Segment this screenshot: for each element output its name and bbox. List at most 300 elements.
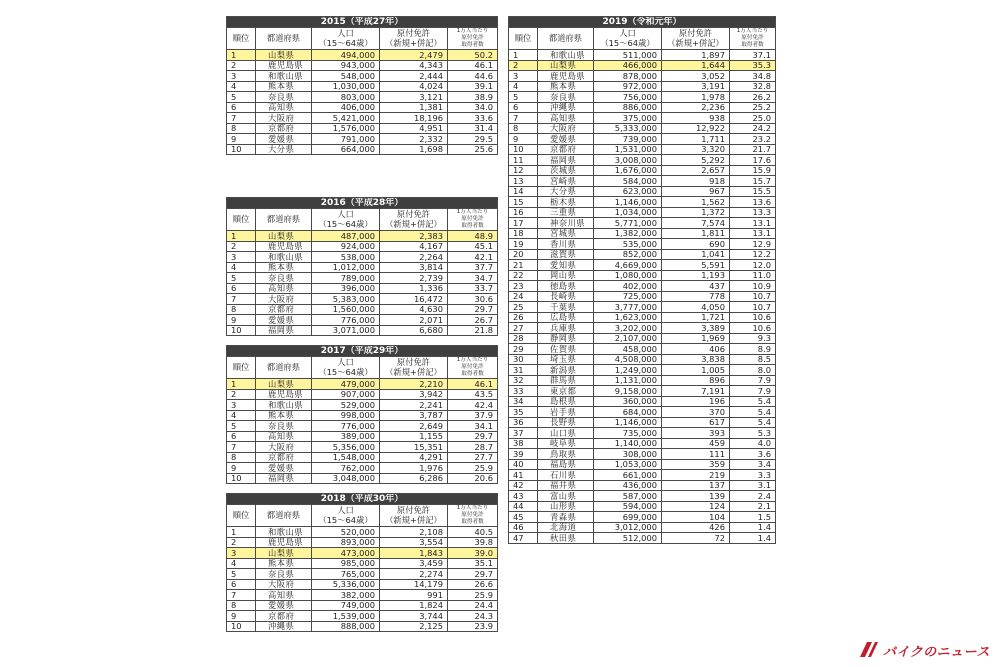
cell-prefecture: 熊本県 (256, 558, 312, 569)
cell-licenses: 3,814 (380, 262, 448, 273)
table-row (227, 50, 498, 61)
cell-population: 1,539,000 (312, 611, 380, 622)
cell-rank: 8 (509, 123, 538, 134)
cell-per-10k: 26.7 (448, 315, 498, 326)
cell-population: 985,000 (312, 558, 380, 569)
cell-prefecture: 愛媛県 (256, 134, 312, 145)
cell-licenses: 3,052 (662, 71, 730, 82)
cell-licenses: 1,562 (662, 197, 730, 208)
cell-licenses: 111 (662, 449, 730, 460)
cell-prefecture: 長野県 (538, 417, 594, 428)
table-row (227, 442, 498, 453)
header-per-10k: 1万人当たり 原付免許 取得者数 (448, 28, 498, 50)
cell-rank: 5 (227, 569, 256, 580)
cell-prefecture: 和歌山県 (256, 527, 312, 538)
cell-per-10k: 12.2 (730, 249, 776, 260)
cell-population: 1,140,000 (594, 438, 662, 449)
cell-prefecture: 京都府 (538, 144, 594, 155)
cell-rank: 10 (227, 144, 256, 155)
table-row (227, 92, 498, 103)
header-prefecture: 都道府県 (538, 28, 594, 50)
cell-population: 382,000 (312, 590, 380, 601)
table-row (509, 533, 776, 544)
cell-licenses: 6,286 (380, 473, 448, 484)
cell-prefecture: 栃木県 (538, 197, 594, 208)
cell-population: 511,000 (594, 50, 662, 61)
cell-per-10k: 13.1 (730, 218, 776, 229)
table-row (227, 421, 498, 432)
cell-per-10k: 8.9 (730, 344, 776, 355)
cell-prefecture: 青森県 (538, 512, 594, 523)
cell-population: 2,107,000 (594, 333, 662, 344)
cell-per-10k: 15.7 (730, 176, 776, 187)
table-row (509, 522, 776, 533)
cell-prefecture: 鳥取県 (538, 449, 594, 460)
cell-rank: 3 (509, 71, 538, 82)
cell-per-10k: 29.7 (448, 431, 498, 442)
cell-prefecture: 大分県 (538, 186, 594, 197)
cell-per-10k: 27.7 (448, 452, 498, 463)
table-row (509, 354, 776, 365)
table-row (227, 621, 498, 632)
cell-prefecture: 奈良県 (256, 421, 312, 432)
cell-licenses: 4,343 (380, 60, 448, 71)
cell-per-10k: 31.4 (448, 123, 498, 134)
cell-population: 9,158,000 (594, 386, 662, 397)
cell-prefecture: 富山県 (538, 491, 594, 502)
cell-population: 360,000 (594, 396, 662, 407)
header-rank: 順位 (227, 357, 256, 379)
cell-licenses: 1,644 (662, 60, 730, 71)
cell-per-10k: 8.0 (730, 365, 776, 376)
table-row (509, 239, 776, 250)
cell-population: 548,000 (312, 71, 380, 82)
cell-population: 3,777,000 (594, 302, 662, 313)
cell-per-10k: 25.2 (730, 102, 776, 113)
header-licenses: 原付免許 （新規+併記） (380, 357, 448, 379)
table-row (227, 548, 498, 559)
cell-population: 389,000 (312, 431, 380, 442)
cell-prefecture: 埼玉県 (538, 354, 594, 365)
cell-rank: 7 (509, 113, 538, 124)
table-row (509, 375, 776, 386)
table-row (509, 123, 776, 134)
table-row (509, 512, 776, 523)
table-row (227, 60, 498, 71)
table-row (509, 113, 776, 124)
cell-prefecture: 熊本県 (256, 262, 312, 273)
cell-per-10k: 5.3 (730, 428, 776, 439)
cell-licenses: 1,824 (380, 600, 448, 611)
cell-licenses: 1,978 (662, 92, 730, 103)
cell-population: 458,000 (594, 344, 662, 355)
cell-per-10k: 43.5 (448, 389, 498, 400)
cell-rank: 33 (509, 386, 538, 397)
table-row (227, 273, 498, 284)
cell-population: 623,000 (594, 186, 662, 197)
table-2015 (226, 16, 498, 155)
cell-licenses: 3,838 (662, 354, 730, 365)
cell-per-10k: 37.9 (448, 410, 498, 421)
header-per-10k: 1万人当たり 原付免許 取得者数 (448, 505, 498, 527)
cell-prefecture: 熊本県 (256, 81, 312, 92)
table-row (227, 252, 498, 263)
cell-population: 5,421,000 (312, 113, 380, 124)
table-row (509, 71, 776, 82)
header-population: 人口 （15～64歳） (312, 28, 380, 50)
cell-rank: 20 (509, 249, 538, 260)
cell-prefecture: 大分県 (256, 144, 312, 155)
cell-rank: 2 (227, 60, 256, 71)
cell-licenses: 1,897 (662, 50, 730, 61)
table-row (509, 281, 776, 292)
cell-rank: 35 (509, 407, 538, 418)
cell-per-10k: 13.3 (730, 207, 776, 218)
cell-per-10k: 34.8 (730, 71, 776, 82)
table-title: 2017（平成29年） (227, 346, 498, 357)
cell-per-10k: 35.3 (730, 60, 776, 71)
cell-population: 1,249,000 (594, 365, 662, 376)
cell-licenses: 406 (662, 344, 730, 355)
table-row (227, 410, 498, 421)
table-row (509, 407, 776, 418)
header-rank: 順位 (227, 209, 256, 231)
cell-per-10k: 5.4 (730, 396, 776, 407)
cell-per-10k: 25.9 (448, 590, 498, 601)
cell-rank: 15 (509, 197, 538, 208)
table-row (227, 102, 498, 113)
cell-prefecture: 沖縄県 (538, 102, 594, 113)
cell-licenses: 2,108 (380, 527, 448, 538)
header-population: 人口 （15～64歳） (594, 28, 662, 50)
cell-per-10k: 46.1 (448, 379, 498, 390)
cell-licenses: 4,167 (380, 241, 448, 252)
cell-population: 584,000 (594, 176, 662, 187)
cell-licenses: 124 (662, 501, 730, 512)
table-row (227, 590, 498, 601)
cell-licenses: 2,657 (662, 165, 730, 176)
cell-population: 1,146,000 (594, 417, 662, 428)
cell-prefecture: 高知県 (256, 431, 312, 442)
cell-rank: 34 (509, 396, 538, 407)
header-per-10k: 1万人当たり 原付免許 取得者数 (448, 209, 498, 231)
cell-population: 3,202,000 (594, 323, 662, 334)
cell-per-10k: 4.0 (730, 438, 776, 449)
header-rank: 順位 (509, 28, 538, 50)
cell-population: 4,508,000 (594, 354, 662, 365)
cell-per-10k: 42.4 (448, 400, 498, 411)
cell-population: 1,676,000 (594, 165, 662, 176)
cell-licenses: 14,179 (380, 579, 448, 590)
cell-per-10k: 28.7 (448, 442, 498, 453)
header-prefecture: 都道府県 (256, 505, 312, 527)
table-row (509, 396, 776, 407)
table-row (509, 260, 776, 271)
cell-licenses: 437 (662, 281, 730, 292)
cell-prefecture: 奈良県 (256, 569, 312, 580)
table-row (509, 344, 776, 355)
cell-per-10k: 32.8 (730, 81, 776, 92)
table-row (227, 231, 498, 242)
table-2019 (508, 16, 776, 544)
cell-population: 479,000 (312, 379, 380, 390)
cell-population: 776,000 (312, 421, 380, 432)
cell-population: 852,000 (594, 249, 662, 260)
table-row (509, 480, 776, 491)
cell-rank: 10 (509, 144, 538, 155)
cell-licenses: 967 (662, 186, 730, 197)
cell-per-10k: 23.9 (448, 621, 498, 632)
table-row (509, 197, 776, 208)
cell-prefecture: 高知県 (538, 113, 594, 124)
cell-rank: 28 (509, 333, 538, 344)
cell-per-10k: 23.2 (730, 134, 776, 145)
cell-rank: 2 (227, 241, 256, 252)
table-row (509, 249, 776, 260)
cell-prefecture: 滋賀県 (538, 249, 594, 260)
cell-population: 5,383,000 (312, 294, 380, 305)
cell-rank: 4 (227, 81, 256, 92)
cell-population: 473,000 (312, 548, 380, 559)
cell-population: 893,000 (312, 537, 380, 548)
cell-prefecture: 群馬県 (538, 375, 594, 386)
cell-licenses: 3,554 (380, 537, 448, 548)
cell-licenses: 16,472 (380, 294, 448, 305)
cell-population: 1,012,000 (312, 262, 380, 273)
header-population: 人口 （15～64歳） (312, 357, 380, 379)
cell-prefecture: 京都府 (256, 611, 312, 622)
cell-population: 1,531,000 (594, 144, 662, 155)
cell-licenses: 2,739 (380, 273, 448, 284)
table-row (509, 323, 776, 334)
cell-rank: 5 (227, 421, 256, 432)
cell-licenses: 2,383 (380, 231, 448, 242)
cell-prefecture: 新潟県 (538, 365, 594, 376)
table-row (509, 459, 776, 470)
cell-rank: 19 (509, 239, 538, 250)
cell-per-10k: 3.6 (730, 449, 776, 460)
cell-licenses: 4,024 (380, 81, 448, 92)
cell-rank: 9 (227, 315, 256, 326)
header-per-10k: 1万人当たり 原付免許 取得者数 (730, 28, 776, 50)
cell-per-10k: 20.6 (448, 473, 498, 484)
table-row (227, 611, 498, 622)
cell-per-10k: 1.4 (730, 522, 776, 533)
cell-prefecture: 京都府 (256, 304, 312, 315)
cell-population: 765,000 (312, 569, 380, 580)
cell-licenses: 72 (662, 533, 730, 544)
cell-licenses: 617 (662, 417, 730, 428)
cell-population: 1,382,000 (594, 228, 662, 239)
table-row (509, 218, 776, 229)
cell-population: 5,356,000 (312, 442, 380, 453)
cell-population: 1,146,000 (594, 197, 662, 208)
cell-population: 1,560,000 (312, 304, 380, 315)
cell-prefecture: 山口県 (538, 428, 594, 439)
cell-rank: 1 (227, 379, 256, 390)
cell-rank: 8 (227, 600, 256, 611)
cell-rank: 38 (509, 438, 538, 449)
table-row (509, 176, 776, 187)
header-prefecture: 都道府県 (256, 357, 312, 379)
table-title: 2019（令和元年） (509, 17, 776, 28)
cell-licenses: 1,976 (380, 463, 448, 474)
cell-per-10k: 3.1 (730, 480, 776, 491)
cell-rank: 2 (227, 389, 256, 400)
cell-rank: 10 (227, 325, 256, 336)
cell-rank: 6 (227, 431, 256, 442)
cell-per-10k: 25.6 (448, 144, 498, 155)
cell-population: 998,000 (312, 410, 380, 421)
cell-per-10k: 34.1 (448, 421, 498, 432)
table-row (227, 325, 498, 336)
cell-population: 494,000 (312, 50, 380, 61)
header-rank: 順位 (227, 505, 256, 527)
cell-rank: 7 (227, 590, 256, 601)
cell-licenses: 3,787 (380, 410, 448, 421)
cell-prefecture: 京都府 (256, 123, 312, 134)
cell-per-10k: 12.0 (730, 260, 776, 271)
table-row (509, 186, 776, 197)
cell-rank: 9 (227, 611, 256, 622)
cell-rank: 41 (509, 470, 538, 481)
cell-per-10k: 5.4 (730, 407, 776, 418)
table-row (227, 304, 498, 315)
table-row (509, 470, 776, 481)
cell-prefecture: 山梨県 (256, 548, 312, 559)
cell-rank: 31 (509, 365, 538, 376)
cell-per-10k: 34.0 (448, 102, 498, 113)
cell-licenses: 1,381 (380, 102, 448, 113)
cell-per-10k: 30.6 (448, 294, 498, 305)
cell-licenses: 1,041 (662, 249, 730, 260)
cell-prefecture: 和歌山県 (256, 400, 312, 411)
cell-population: 684,000 (594, 407, 662, 418)
cell-per-10k: 37.7 (448, 262, 498, 273)
cell-prefecture: 福島県 (538, 459, 594, 470)
cell-population: 512,000 (594, 533, 662, 544)
cell-licenses: 4,050 (662, 302, 730, 313)
cell-per-10k: 44.6 (448, 71, 498, 82)
header-prefecture: 都道府県 (256, 28, 312, 50)
cell-prefecture: 和歌山県 (538, 50, 594, 61)
table-row (509, 228, 776, 239)
cell-per-10k: 21.8 (448, 325, 498, 336)
header-population: 人口 （15～64歳） (312, 209, 380, 231)
cell-rank: 21 (509, 260, 538, 271)
cell-rank: 22 (509, 270, 538, 281)
table-row (227, 262, 498, 273)
cell-per-10k: 24.4 (448, 600, 498, 611)
cell-rank: 16 (509, 207, 538, 218)
cell-population: 5,333,000 (594, 123, 662, 134)
cell-per-10k: 9.3 (730, 333, 776, 344)
cell-rank: 3 (227, 400, 256, 411)
cell-prefecture: 東京都 (538, 386, 594, 397)
cell-per-10k: 34.7 (448, 273, 498, 284)
cell-prefecture: 大阪府 (256, 113, 312, 124)
cell-prefecture: 大阪府 (256, 294, 312, 305)
cell-rank: 23 (509, 281, 538, 292)
logo-text: バイクのニュース (882, 644, 990, 660)
cell-per-10k: 42.1 (448, 252, 498, 263)
cell-prefecture: 熊本県 (256, 410, 312, 421)
cell-licenses: 3,191 (662, 81, 730, 92)
cell-population: 5,771,000 (594, 218, 662, 229)
cell-rank: 9 (509, 134, 538, 145)
cell-population: 878,000 (594, 71, 662, 82)
cell-rank: 26 (509, 312, 538, 323)
cell-per-10k: 33.7 (448, 283, 498, 294)
table-title: 2015（平成27年） (227, 17, 498, 28)
cell-rank: 1 (227, 527, 256, 538)
cell-population: 756,000 (594, 92, 662, 103)
cell-rank: 12 (509, 165, 538, 176)
cell-per-10k: 12.9 (730, 239, 776, 250)
cell-prefecture: 高知県 (256, 590, 312, 601)
cell-rank: 9 (227, 134, 256, 145)
cell-rank: 44 (509, 501, 538, 512)
cell-per-10k: 11.0 (730, 270, 776, 281)
cell-licenses: 2,274 (380, 569, 448, 580)
cell-per-10k: 24.2 (730, 123, 776, 134)
cell-population: 594,000 (594, 501, 662, 512)
cell-per-10k: 33.6 (448, 113, 498, 124)
cell-rank: 30 (509, 354, 538, 365)
cell-per-10k: 8.5 (730, 354, 776, 365)
cell-rank: 9 (227, 463, 256, 474)
cell-population: 1,623,000 (594, 312, 662, 323)
cell-population: 375,000 (594, 113, 662, 124)
table-row (227, 600, 498, 611)
cell-licenses: 2,479 (380, 50, 448, 61)
cell-per-10k: 10.7 (730, 302, 776, 313)
cell-per-10k: 46.1 (448, 60, 498, 71)
cell-licenses: 896 (662, 375, 730, 386)
cell-rank: 17 (509, 218, 538, 229)
cell-licenses: 1,336 (380, 283, 448, 294)
cell-population: 924,000 (312, 241, 380, 252)
cell-per-10k: 10.9 (730, 281, 776, 292)
table-row (509, 134, 776, 145)
header-licenses: 原付免許 （新規+併記） (380, 209, 448, 231)
cell-rank: 27 (509, 323, 538, 334)
cell-licenses: 139 (662, 491, 730, 502)
table-row (227, 113, 498, 124)
cell-per-10k: 7.9 (730, 375, 776, 386)
cell-prefecture: 愛媛県 (256, 463, 312, 474)
cell-population: 529,000 (312, 400, 380, 411)
cell-licenses: 1,711 (662, 134, 730, 145)
table-row (227, 400, 498, 411)
cell-licenses: 5,292 (662, 155, 730, 166)
cell-rank: 8 (227, 452, 256, 463)
cell-per-10k: 15.9 (730, 165, 776, 176)
cell-prefecture: 大阪府 (256, 579, 312, 590)
cell-population: 587,000 (594, 491, 662, 502)
cell-prefecture: 奈良県 (256, 92, 312, 103)
cell-per-10k: 50.2 (448, 50, 498, 61)
cell-prefecture: 福井県 (538, 480, 594, 491)
cell-rank: 4 (227, 410, 256, 421)
cell-rank: 43 (509, 491, 538, 502)
cell-licenses: 6,680 (380, 325, 448, 336)
cell-rank: 3 (227, 71, 256, 82)
cell-prefecture: 鹿児島県 (256, 389, 312, 400)
cell-per-10k: 2.4 (730, 491, 776, 502)
cell-population: 776,000 (312, 315, 380, 326)
header-licenses: 原付免許 （新規+併記） (662, 28, 730, 50)
